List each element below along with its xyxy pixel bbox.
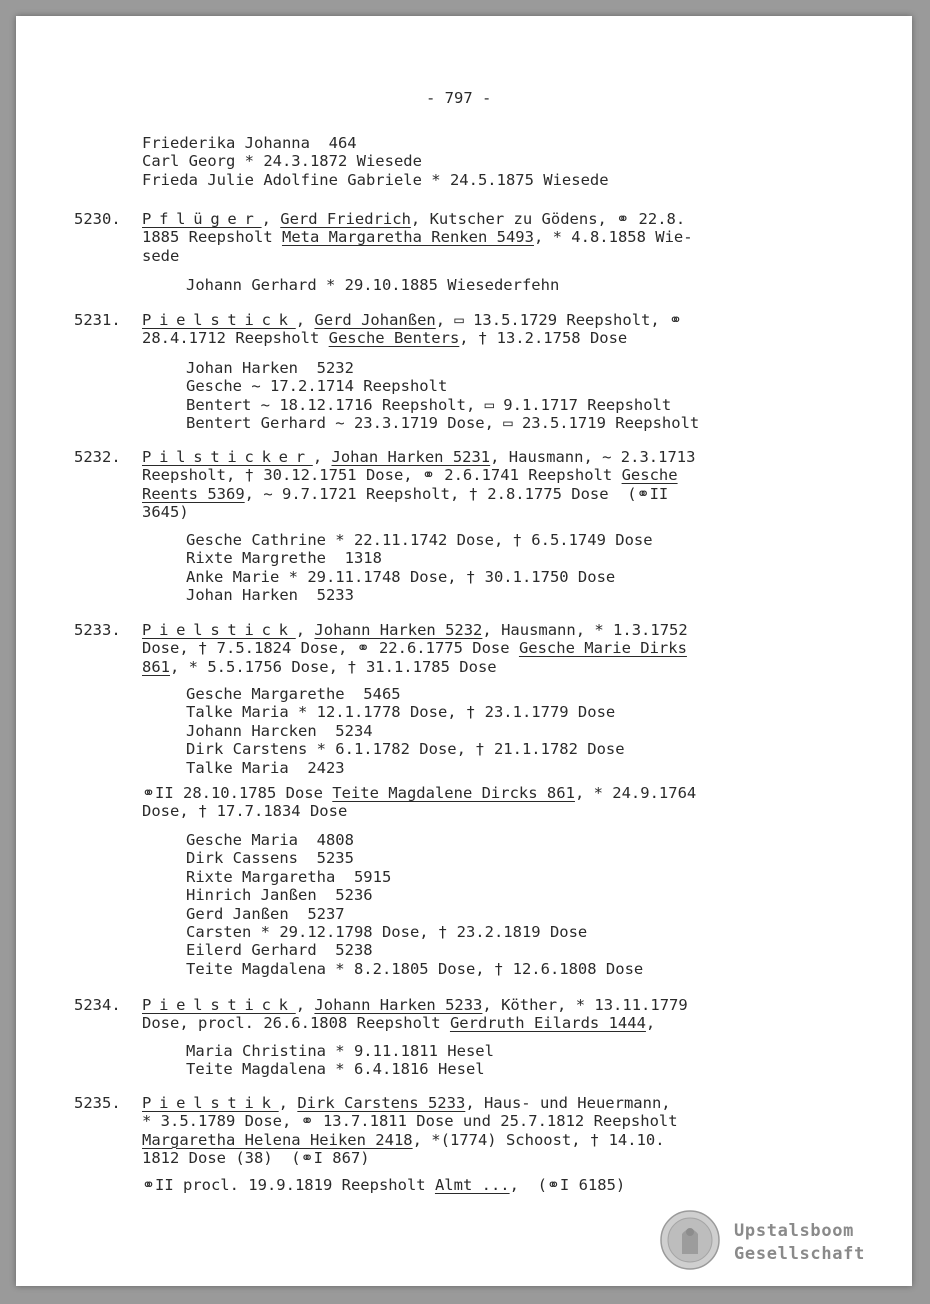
text-run: , ▭ 13.5.1729 Reepsholt, ⚭ — [435, 311, 683, 329]
text-run: , Hausmann, * 1.3.1752 — [482, 621, 688, 639]
text-run: , Hausmann, ~ 2.3.1713 — [490, 448, 696, 466]
text-run: , * 4.8.1858 Wie- — [533, 228, 693, 247]
text-run: Gesche Cathrine * 22.11.1742 Dose, † 6.5.1749 Dose — [186, 531, 653, 549]
text-run: Johann Harken 5233 — [314, 996, 483, 1014]
text-run: Eilerd Gerhard 5238 — [186, 941, 373, 960]
text-run: Gerdruth Eilards 1444 — [449, 1014, 646, 1033]
entry-line — [16, 247, 912, 265]
page-number: - 797 - — [426, 89, 492, 107]
child-line — [16, 941, 912, 959]
entry-line — [16, 784, 912, 802]
text-run: Gesche Benters — [328, 329, 460, 348]
entry-line — [16, 448, 912, 466]
text-run: Johan Harken 5232 — [186, 359, 354, 377]
text-run: Gerd Johanßen — [314, 311, 436, 329]
entry-line — [16, 228, 912, 246]
text-run: , — [645, 1014, 656, 1033]
text-run: Gerd Janßen 5237 — [186, 904, 345, 923]
text-run: Gesche ~ 17.2.1714 Reepsholt — [186, 377, 448, 396]
entry-5235-second-marriage — [16, 1176, 912, 1194]
child-line — [16, 831, 912, 849]
entry-5235-text — [16, 1094, 912, 1168]
entry-number: 5234. — [74, 996, 121, 1014]
entry-5232-text — [16, 448, 912, 522]
text-run: Bentert ~ 18.12.1716 Reepsholt, ▭ 9.1.1717 Reepsholt — [186, 395, 672, 414]
child-line — [16, 568, 912, 586]
text-run: Margaretha Helena Heiken 2418 — [142, 1130, 413, 1149]
text-run: * 3.5.1789 Dose, ⚭ 13.7.1811 Dose und 25.7.1812 Reepsholt — [142, 1112, 678, 1131]
watermark-line-2: Gesellschaft — [734, 1244, 865, 1264]
surname: Pflüger — [142, 210, 262, 228]
upstalsboom-seal-icon — [660, 1210, 720, 1270]
entry-line — [16, 1014, 912, 1032]
child-line — [16, 414, 912, 432]
text-run: Maria Christina * 9.11.1811 Hesel — [186, 1042, 494, 1060]
child-line — [16, 276, 912, 294]
text-run: Almt ... — [434, 1176, 510, 1194]
text-run: Talke Maria * 12.1.1778 Dose, † 23.1.1779 Dose — [186, 703, 616, 722]
entry-continuation — [16, 134, 912, 189]
watermark-text — [734, 1220, 865, 1266]
entry-number: 5233. — [74, 621, 121, 639]
child-line — [16, 905, 912, 923]
child-line — [16, 359, 912, 377]
text-run: 861 — [142, 657, 170, 676]
text-run: Johan Harken 5231 — [331, 448, 491, 466]
text-run: , — [278, 1094, 298, 1112]
child-line — [16, 703, 912, 721]
text-run: Rixte Margrethe 1318 — [186, 549, 382, 568]
text-run: , * 5.5.1756 Dose, † 31.1.1785 Dose — [170, 657, 497, 676]
child-line — [16, 685, 912, 703]
child-line — [16, 960, 912, 978]
text-run: Frieda Julie Adolfine Gabriele * 24.5.1875 Wiesede — [142, 170, 609, 189]
text-run: , ~ 9.7.1721 Reepsholt, † 2.8.1775 Dose (⚭II — [244, 484, 669, 503]
text-run: , — [261, 210, 281, 228]
child-line — [16, 1042, 912, 1060]
entry-line — [16, 210, 912, 228]
text-run: Dose, procl. 26.6.1808 Reepsholt — [142, 1014, 450, 1033]
text-run: sede — [142, 246, 180, 265]
entry-line — [16, 996, 912, 1014]
entry-number: 5232. — [74, 448, 121, 466]
text-run: Reents 5369 — [142, 484, 245, 503]
entry-line — [16, 1112, 912, 1130]
text-run: , — [295, 996, 315, 1014]
text-run: 1812 Dose (38) (⚭I 867) — [142, 1149, 370, 1168]
text-run: , Köther, * 13.11.1779 — [482, 996, 688, 1014]
entry-line — [16, 329, 912, 347]
text-run: 28.4.1712 Reepsholt — [142, 329, 329, 348]
text-run: Teite Magdalena * 8.2.1805 Dose, † 12.6.1808 Dose — [186, 959, 644, 978]
entry-line — [16, 485, 912, 503]
text-run: , (⚭I 6185) — [509, 1176, 626, 1194]
text-run: Anke Marie * 29.11.1748 Dose, † 30.1.1750 Dose — [186, 567, 616, 586]
text-run: Dirk Cassens 5235 — [186, 849, 354, 868]
surname: Pielstick — [142, 311, 296, 329]
text-run: , — [295, 621, 315, 639]
entry-line — [16, 466, 912, 484]
text-run: Gesche Margarethe 5465 — [186, 685, 401, 703]
entry-5234-children — [16, 1042, 912, 1079]
entry-line — [16, 621, 912, 639]
watermark-line-1: Upstalsboom — [734, 1221, 855, 1241]
child-line — [16, 759, 912, 777]
text-run: , † 13.2.1758 Dose — [459, 329, 628, 348]
child-line — [16, 152, 912, 170]
entry-line — [16, 1094, 912, 1112]
text-run: Dose, † 17.7.1834 Dose — [142, 802, 348, 821]
text-run: 1885 Reepsholt — [142, 228, 282, 247]
entry-line — [16, 503, 912, 521]
text-run: Teite Magdalena * 6.4.1816 Hesel — [186, 1060, 485, 1079]
text-run: , *(1774) Schoost, † 14.10. — [412, 1130, 665, 1149]
text-run: Meta Margaretha Renken 5493 — [281, 228, 534, 247]
entry-number: 5231. — [74, 311, 121, 329]
text-run: , — [312, 448, 332, 466]
child-line — [16, 396, 912, 414]
surname: Pielstick — [142, 621, 296, 639]
entry-line — [16, 658, 912, 676]
child-line — [16, 923, 912, 941]
text-run: Gesche Maria 4808 — [186, 831, 354, 849]
child-line — [16, 849, 912, 867]
document-sheet — [16, 16, 912, 1286]
text-run: , Haus- und Heuermann, — [465, 1094, 671, 1112]
text-run: Johan Harken 5233 — [186, 586, 354, 605]
entry-5232-children — [16, 531, 912, 605]
text-run: Teite Magdalene Dircks 861 — [332, 784, 575, 802]
entry-5231-text — [16, 311, 912, 348]
text-run: Carl Georg * 24.3.1872 Wiesede — [142, 152, 422, 171]
entry-5230-text — [16, 210, 912, 265]
text-run: ⚭II procl. 19.9.1819 Reepsholt — [142, 1176, 435, 1194]
entry-line — [16, 1149, 912, 1167]
child-line — [16, 1060, 912, 1078]
text-run: , * 24.9.1764 — [574, 784, 697, 802]
text-run: Johann Harken 5232 — [314, 621, 483, 639]
surname: Pilsticker — [142, 448, 313, 466]
child-line — [16, 722, 912, 740]
entry-5231-children — [16, 359, 912, 433]
text-run: , Kutscher zu Gödens, ⚭ 22.8. — [410, 210, 686, 228]
text-run: Dirk Carstens 5233 — [297, 1094, 466, 1112]
child-line — [16, 134, 912, 152]
child-line — [16, 740, 912, 758]
text-run: Dirk Carstens * 6.1.1782 Dose, † 21.1.1782 Dose — [186, 740, 625, 759]
entry-line — [16, 1131, 912, 1149]
entry-5233-children — [16, 685, 912, 777]
text-run: Gesche — [621, 466, 678, 485]
text-run: Hinrich Janßen 5236 — [186, 886, 373, 905]
surname: Pielstick — [142, 996, 296, 1014]
text-run: ⚭II 28.10.1785 Dose — [142, 784, 333, 802]
entry-number: 5230. — [74, 210, 121, 228]
child-line — [16, 549, 912, 567]
child-line — [16, 531, 912, 549]
child-line — [16, 868, 912, 886]
entry-5233-second-marriage — [16, 784, 912, 821]
text-run: Johann Gerhard * 29.10.1885 Wiesederfehn — [186, 276, 560, 294]
text-run: Bentert Gerhard ~ 23.3.1719 Dose, ▭ 23.5.1719 Reepsholt — [186, 414, 700, 433]
genealogy-page — [16, 16, 912, 1286]
child-line — [16, 886, 912, 904]
entry-5230-children — [16, 276, 912, 294]
child-line — [16, 171, 912, 189]
text-run: 3645) — [142, 503, 189, 522]
entry-line — [16, 1176, 912, 1194]
text-run: , — [295, 311, 315, 329]
surname: Pielstik — [142, 1094, 279, 1112]
entry-5233-text — [16, 621, 912, 676]
entry-5233-children-second — [16, 831, 912, 978]
text-run: Johann Harcken 5234 — [186, 721, 373, 740]
entry-line — [16, 639, 912, 657]
text-run: Gerd Friedrich — [280, 210, 411, 228]
text-run: Dose, † 7.5.1824 Dose, ⚭ 22.6.1775 Dose — [142, 639, 519, 658]
entry-line — [16, 802, 912, 820]
text-run: Carsten * 29.12.1798 Dose, † 23.2.1819 Dose — [186, 922, 588, 941]
entry-5234-text — [16, 996, 912, 1033]
child-line — [16, 377, 912, 395]
text-run: Reepsholt, † 30.12.1751 Dose, ⚭ 2.6.1741 Reepsholt — [142, 466, 622, 485]
child-line — [16, 586, 912, 604]
entry-number: 5235. — [74, 1094, 121, 1112]
text-run: Friederika Johanna 464 — [142, 134, 357, 152]
text-run: Rixte Margaretha 5915 — [186, 867, 392, 886]
text-run: Talke Maria 2423 — [186, 758, 345, 777]
text-run: Gesche Marie Dirks — [518, 639, 687, 658]
entry-line — [16, 311, 912, 329]
